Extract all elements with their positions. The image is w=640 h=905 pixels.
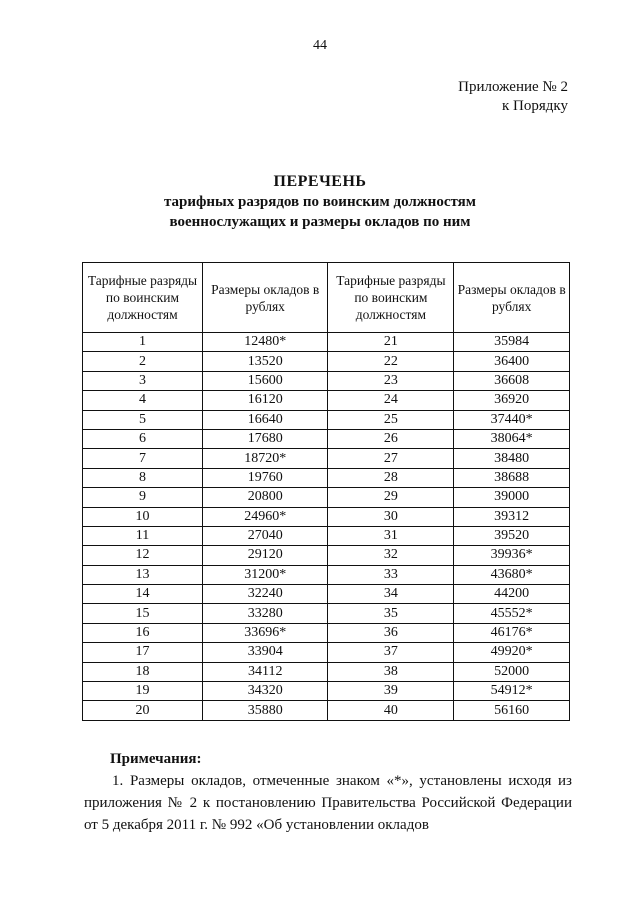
cell-salary-right: 37440* — [454, 410, 570, 429]
cell-grade-left: 1 — [83, 333, 203, 352]
cell-grade-right: 40 — [328, 701, 454, 720]
cell-salary-left: 20800 — [203, 488, 328, 507]
table-row — [83, 682, 570, 701]
cell-grade-right: 24 — [328, 391, 454, 410]
header-salary-1: Размеры окладов в рублях — [203, 263, 328, 333]
cell-salary-left: 34320 — [203, 682, 328, 701]
cell-grade-left: 20 — [83, 701, 203, 720]
cell-grade-right: 25 — [328, 410, 454, 429]
document-heading — [0, 172, 640, 232]
cell-salary-right: 45552* — [454, 604, 570, 623]
cell-salary-left: 16120 — [203, 391, 328, 410]
page-number: 44 — [313, 38, 327, 53]
table-row — [83, 429, 570, 448]
cell-grade-left: 10 — [83, 507, 203, 526]
tariff-table — [82, 262, 570, 721]
cell-grade-left: 19 — [83, 682, 203, 701]
header-grade-1: Тарифные разряды по воинским должностям — [83, 263, 203, 333]
table-row — [83, 391, 570, 410]
cell-salary-left: 13520 — [203, 352, 328, 371]
cell-salary-left: 16640 — [203, 410, 328, 429]
cell-salary-right: 39312 — [454, 507, 570, 526]
cell-grade-right: 21 — [328, 333, 454, 352]
notes-text: 1. Размеры окладов, отмеченные знаком «*», установлены исходя из приложения № 2 к постановлению Правительства Российской Федерации от 5 декабря 2011 г. № 992 «Об установлении окладов — [84, 773, 572, 833]
cell-grade-left: 3 — [83, 371, 203, 390]
cell-grade-right: 30 — [328, 507, 454, 526]
cell-grade-left: 14 — [83, 585, 203, 604]
cell-salary-right: 46176* — [454, 623, 570, 642]
cell-grade-left: 11 — [83, 526, 203, 545]
cell-salary-left: 19760 — [203, 468, 328, 487]
cell-grade-left: 16 — [83, 623, 203, 642]
cell-grade-right: 31 — [328, 526, 454, 545]
cell-grade-left: 7 — [83, 449, 203, 468]
table-row — [83, 371, 570, 390]
cell-salary-right: 39000 — [454, 488, 570, 507]
table-row — [83, 604, 570, 623]
heading-title: ПЕРЕЧЕНЬ — [273, 173, 367, 190]
table-row — [83, 623, 570, 642]
cell-salary-left: 12480* — [203, 333, 328, 352]
cell-grade-right: 39 — [328, 682, 454, 701]
cell-grade-left: 9 — [83, 488, 203, 507]
cell-grade-right: 33 — [328, 565, 454, 584]
cell-grade-left: 8 — [83, 468, 203, 487]
cell-salary-left: 33904 — [203, 643, 328, 662]
table-row — [83, 526, 570, 545]
cell-salary-left: 35880 — [203, 701, 328, 720]
cell-salary-left: 32240 — [203, 585, 328, 604]
cell-salary-right: 39520 — [454, 526, 570, 545]
cell-grade-right: 26 — [328, 429, 454, 448]
cell-grade-right: 23 — [328, 371, 454, 390]
table-row — [83, 643, 570, 662]
header-salary-2: Размеры окладов в рублях — [454, 263, 570, 333]
cell-salary-right: 43680* — [454, 565, 570, 584]
cell-grade-left: 17 — [83, 643, 203, 662]
cell-grade-right: 29 — [328, 488, 454, 507]
table-row — [83, 352, 570, 371]
cell-salary-left: 17680 — [203, 429, 328, 448]
cell-grade-right: 36 — [328, 623, 454, 642]
cell-salary-right: 36400 — [454, 352, 570, 371]
cell-grade-right: 27 — [328, 449, 454, 468]
table-row — [83, 585, 570, 604]
cell-salary-right: 38688 — [454, 468, 570, 487]
heading-line-1: тарифных разрядов по воинским должностям — [164, 194, 476, 210]
cell-grade-right: 37 — [328, 643, 454, 662]
cell-salary-right: 56160 — [454, 701, 570, 720]
cell-salary-left: 24960* — [203, 507, 328, 526]
table-row — [83, 488, 570, 507]
cell-salary-right: 44200 — [454, 585, 570, 604]
cell-grade-left: 12 — [83, 546, 203, 565]
table-row — [83, 565, 570, 584]
cell-salary-right: 36608 — [454, 371, 570, 390]
cell-grade-left: 18 — [83, 662, 203, 681]
cell-salary-left: 34112 — [203, 662, 328, 681]
cell-salary-left: 33696* — [203, 623, 328, 642]
table-row — [83, 410, 570, 429]
table-row — [83, 546, 570, 565]
cell-salary-right: 36920 — [454, 391, 570, 410]
cell-grade-right: 22 — [328, 352, 454, 371]
cell-grade-left: 15 — [83, 604, 203, 623]
notes-title: Примечания: — [110, 751, 202, 767]
cell-grade-left: 13 — [83, 565, 203, 584]
cell-salary-right: 54912* — [454, 682, 570, 701]
table-row — [83, 701, 570, 720]
heading-line-2: военнослужащих и размеры окладов по ним — [169, 214, 471, 230]
appendix-line-2: к Порядку — [502, 98, 568, 114]
table-row — [83, 662, 570, 681]
cell-salary-right: 35984 — [454, 333, 570, 352]
cell-grade-right: 35 — [328, 604, 454, 623]
cell-grade-right: 32 — [328, 546, 454, 565]
cell-salary-left: 31200* — [203, 565, 328, 584]
cell-grade-right: 38 — [328, 662, 454, 681]
cell-grade-left: 5 — [83, 410, 203, 429]
table-row — [83, 507, 570, 526]
cell-salary-right: 38480 — [454, 449, 570, 468]
cell-grade-right: 34 — [328, 585, 454, 604]
cell-salary-right: 52000 — [454, 662, 570, 681]
table-body — [83, 333, 570, 721]
appendix-line-1: Приложение № 2 — [458, 79, 568, 95]
appendix-reference — [458, 78, 568, 116]
table-header-row — [83, 263, 570, 333]
table-row — [83, 468, 570, 487]
cell-grade-left: 6 — [83, 429, 203, 448]
table-row — [83, 333, 570, 352]
header-grade-2: Тарифные разряды по воинским должностям — [328, 263, 454, 333]
cell-salary-left: 29120 — [203, 546, 328, 565]
cell-salary-right: 39936* — [454, 546, 570, 565]
cell-salary-right: 38064* — [454, 429, 570, 448]
table-row — [83, 449, 570, 468]
cell-grade-right: 28 — [328, 468, 454, 487]
cell-salary-left: 33280 — [203, 604, 328, 623]
cell-grade-left: 4 — [83, 391, 203, 410]
cell-salary-right: 49920* — [454, 643, 570, 662]
cell-grade-left: 2 — [83, 352, 203, 371]
cell-salary-left: 18720* — [203, 449, 328, 468]
cell-salary-left: 15600 — [203, 371, 328, 390]
cell-salary-left: 27040 — [203, 526, 328, 545]
